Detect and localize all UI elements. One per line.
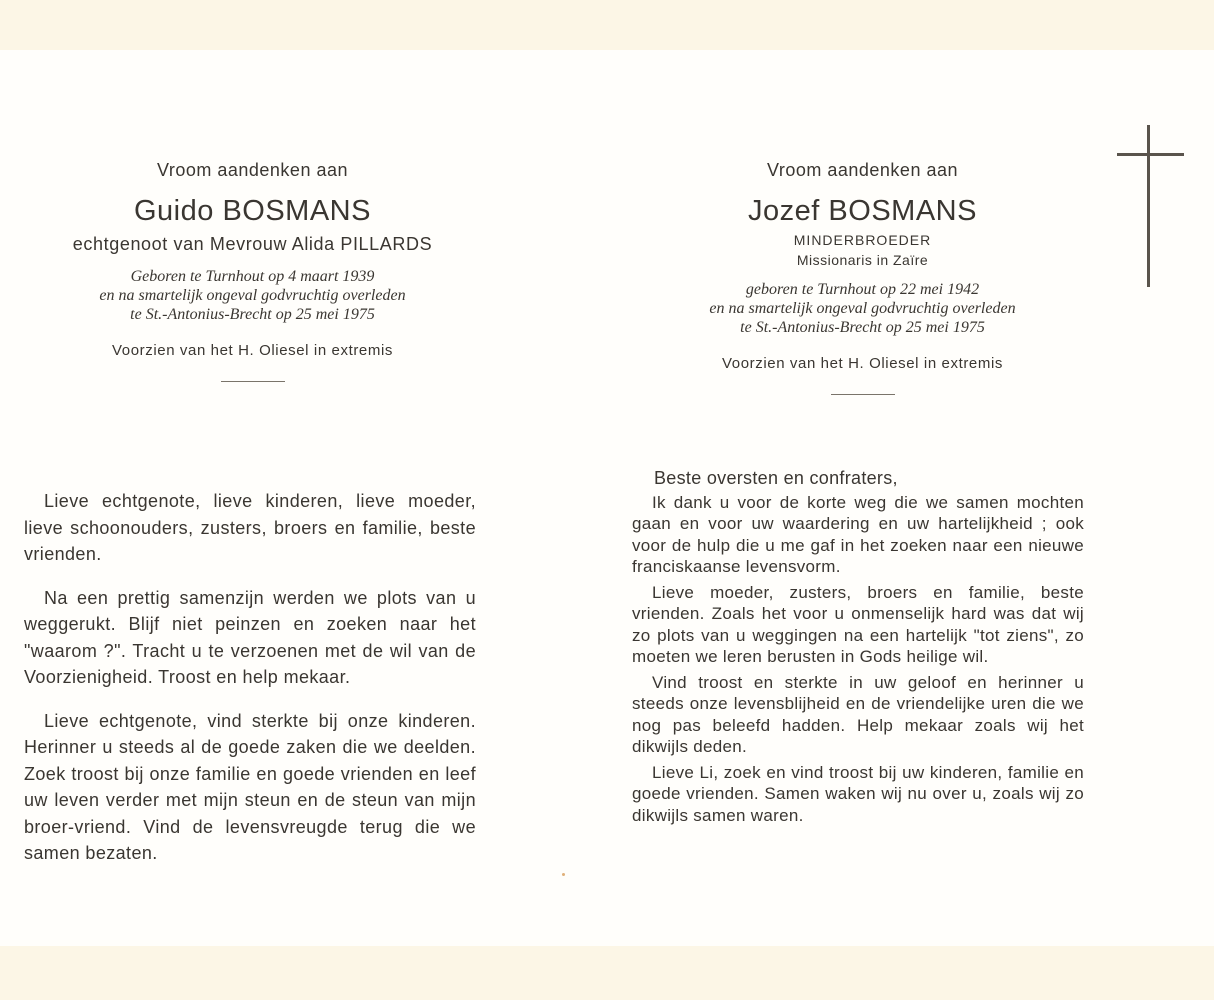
right-greeting: Beste oversten en confraters, [654, 468, 898, 488]
left-birth-line: te St.-Antonius-Brecht op 25 mei 1975 [130, 306, 375, 323]
left-spouse: echtgenoot van Mevrouw Alida PILLARDS [72, 234, 433, 254]
right-birth-line: en na smartelijk ongeval godvruchtig overleden [709, 300, 1016, 317]
cross-vertical-bar [1147, 125, 1150, 287]
right-paragraph: Ik dank u voor de korte weg die we samen mochten gaan en voor uw waardering en uw hartelijkheid ; ook voor de hulp die u me gaf in het zoeken naar een nieuwe franciskaanse levensvorm. [632, 492, 1084, 576]
right-mission: Missionaris in Zaïre [796, 252, 929, 268]
left-intro: Vroom aandenken aan [157, 160, 348, 180]
left-header [30, 160, 475, 382]
right-birth-text [640, 280, 1085, 337]
right-paragraph: Lieve Li, zoek en vind troost bij uw kinderen, familie en goede vrienden. Samen waken wij nu over u, zoals wij zo dikwijls samen waren. [632, 762, 1084, 825]
right-name: Jozef BOSMANS [748, 195, 977, 227]
left-sacrament: Voorzien van het H. Oliesel in extremis [111, 342, 393, 359]
left-paragraph: Lieve echtgenote, lieve kinderen, lieve moeder, lieve schoonouders, zusters, broers en familie, beste vrienden. [24, 491, 476, 564]
right-intro: Vroom aandenken aan [767, 160, 958, 180]
right-birth-line: geboren te Turnhout op 22 mei 1942 [745, 281, 980, 298]
right-divider [831, 394, 895, 395]
left-birth-line: Geboren te Turnhout op 4 maart 1939 [130, 268, 375, 285]
right-message [632, 468, 1084, 830]
right-header [640, 160, 1085, 395]
paper-speck [562, 873, 565, 876]
right-birth-line: te St.-Antonius-Brecht op 25 mei 1975 [740, 319, 985, 336]
left-message [24, 488, 476, 884]
right-paragraph: Vind troost en sterkte in uw geloof en herinner u steeds onze levensblijheid en de vriendelijke uren die we nog pas beleefd hadden. Help mekaar zoals wij het dikwijls deden. [632, 672, 1084, 756]
right-paragraph: Lieve moeder, zusters, broers en familie, beste vrienden. Zoals het voor u onmenselijk hard was dat wij zo plots van u weggingen na een hartelijk "tot ziens", zo moeten we leren berusten in Gods heilige wil. [632, 582, 1084, 666]
left-divider [221, 381, 285, 382]
left-paragraph: Lieve echtgenote, vind sterkte bij onze kinderen. Herinner u steeds al de goede zaken die we deelden. Zoek troost bij onze familie en goede vrienden en leef uw leven verder met mijn steun en de steun van mijn broer-vriend. Vind de levensvreugde terug die we samen bezaten. [24, 710, 476, 863]
left-birth-line: en na smartelijk ongeval godvruchtig overleden [99, 287, 406, 304]
right-order: MINDERBROEDER [793, 232, 932, 248]
left-paragraph: Na een prettig samenzijn werden we plots van u weggerukt. Blijf niet peinzen en zoeken naar het "waarom ?". Tracht u te verzoenen met de wil van de Voorzienigheid. Troost en help mekaar. [24, 587, 476, 687]
right-sacrament: Voorzien van het H. Oliesel in extremis [721, 355, 1003, 372]
left-name: Guido BOSMANS [134, 195, 371, 227]
cross-horizontal-bar [1117, 153, 1184, 156]
left-birth-text [30, 267, 475, 324]
memorial-card [0, 50, 1214, 946]
